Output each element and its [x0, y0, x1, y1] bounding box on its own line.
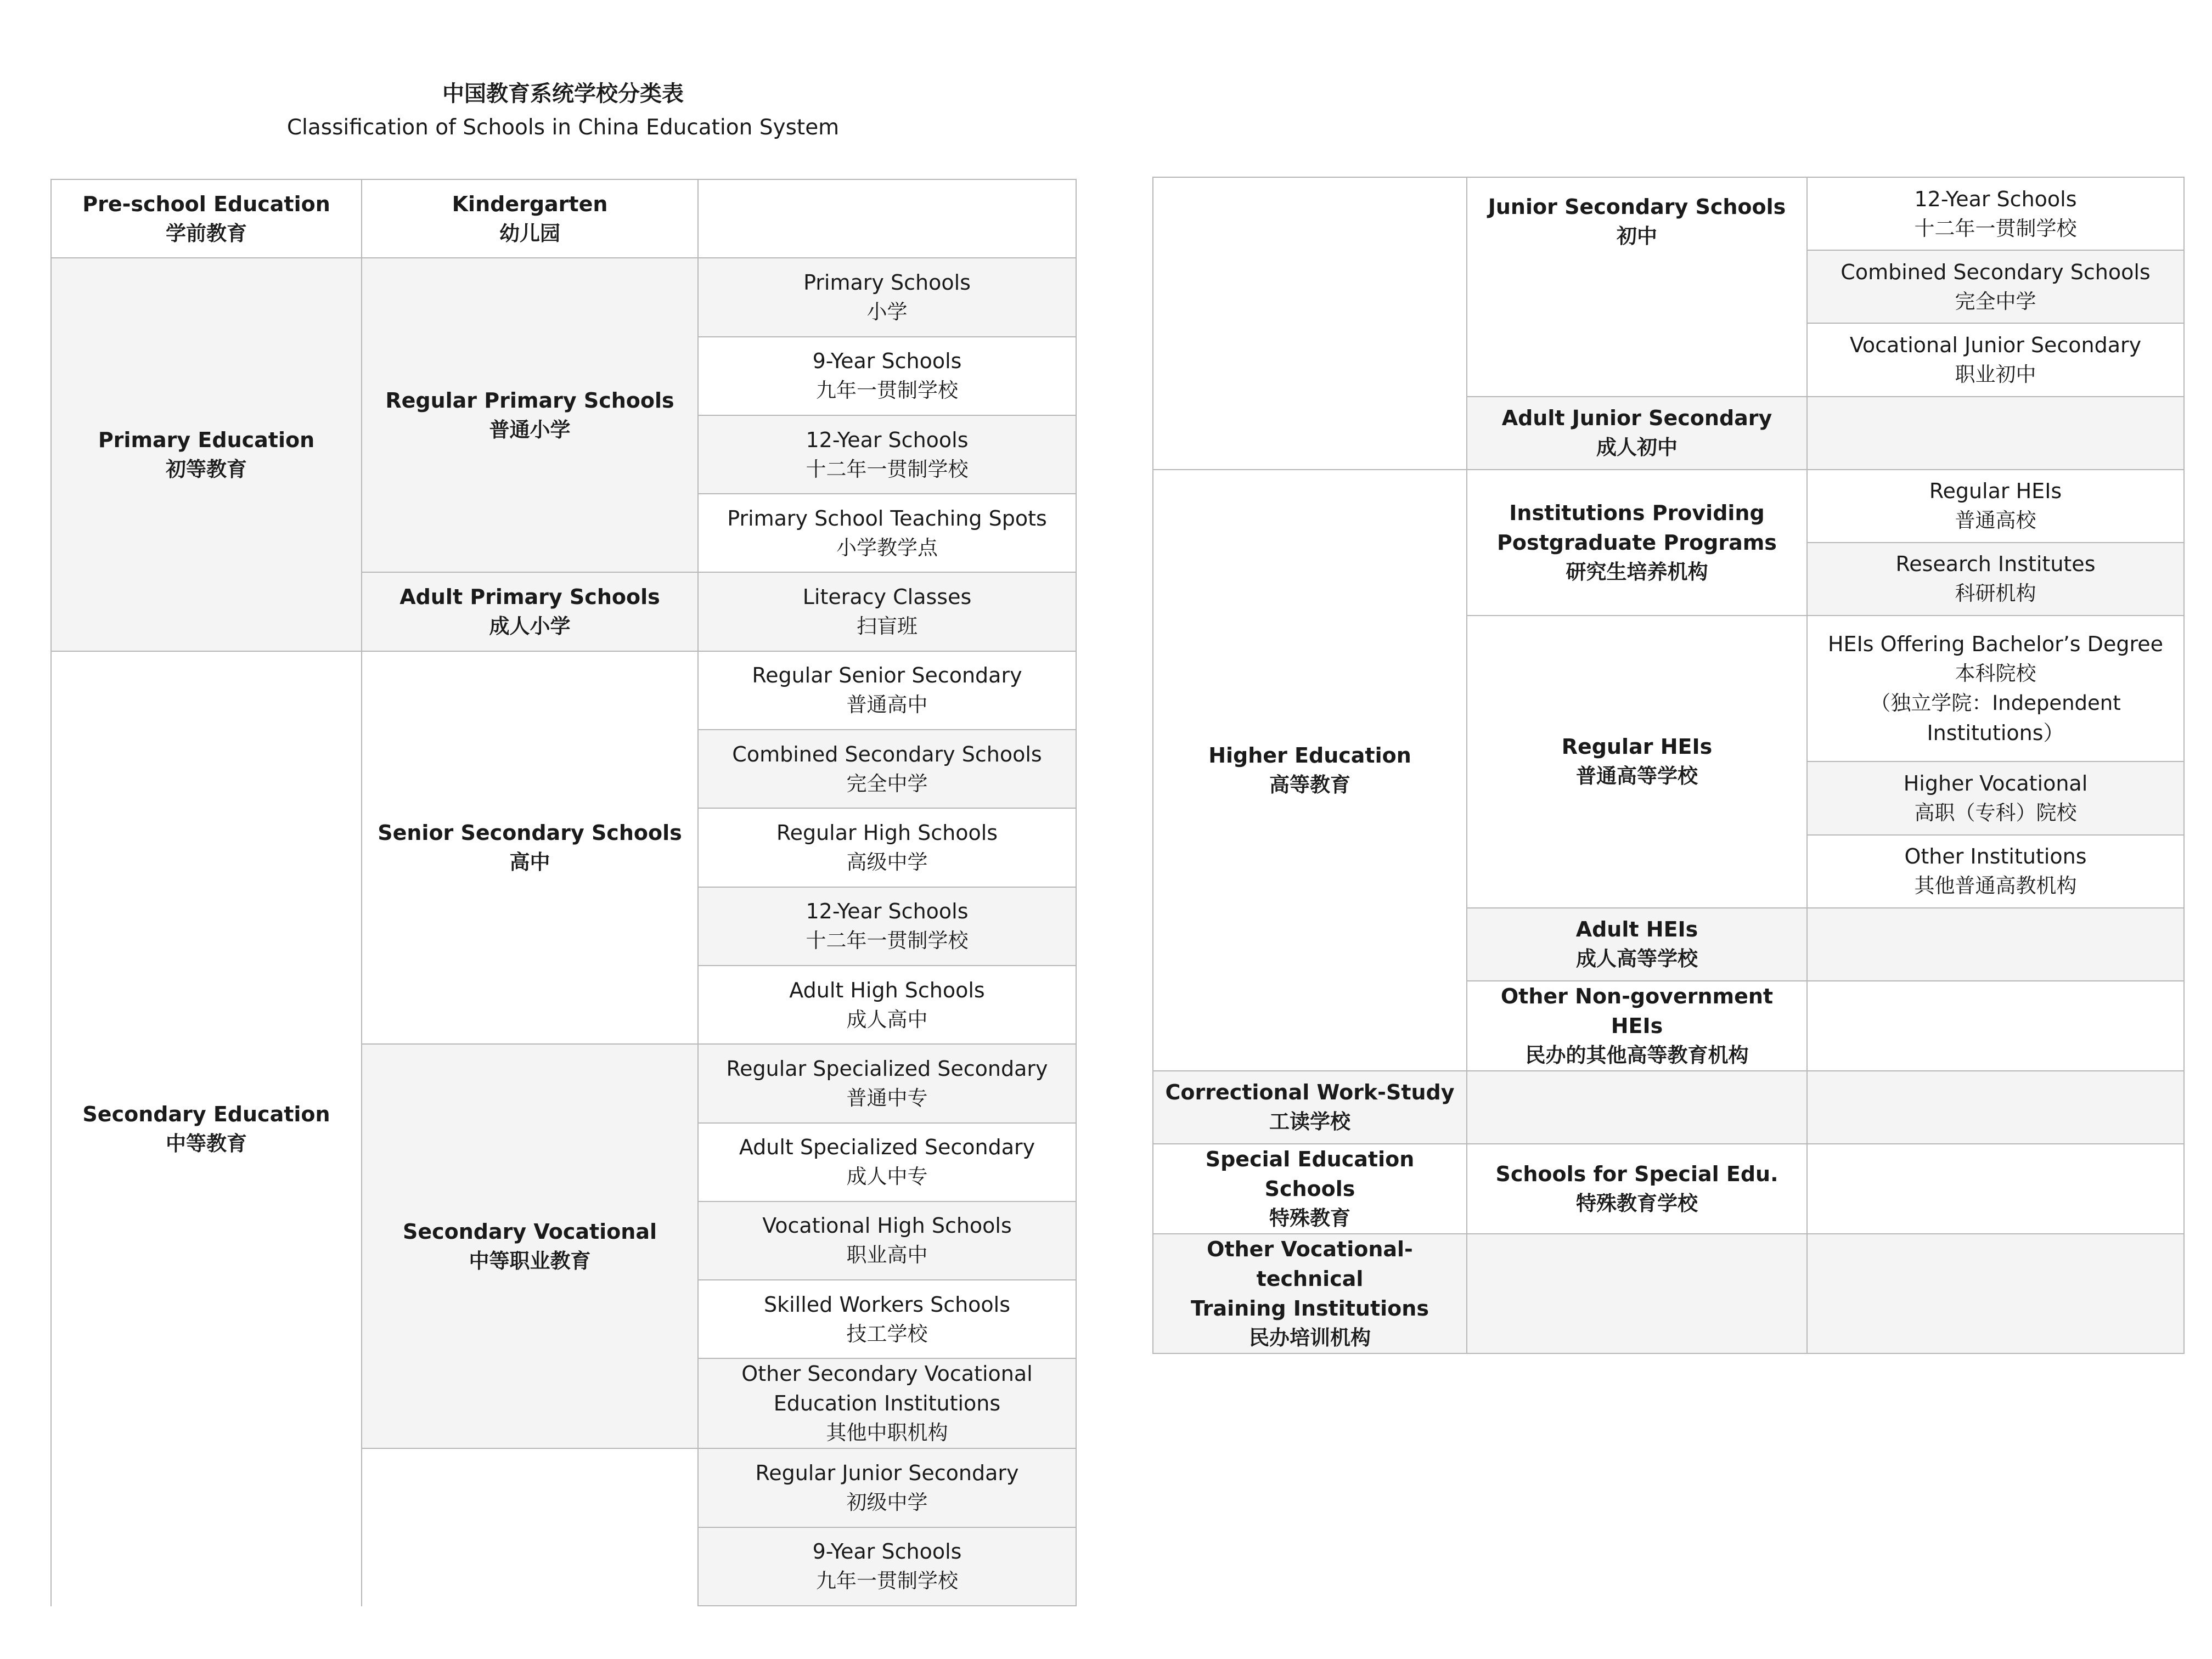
cell-adult-heis: Adult HEIs 成人高等学校: [1467, 909, 1808, 981]
cell-primary-education: Primary Education 初等教育: [52, 258, 362, 651]
cell-regular-heis: Regular HEIs 普通高校: [1808, 470, 2185, 543]
cell-empty: [1808, 909, 2185, 981]
cell-vocational-junior-secondary: Vocational Junior Secondary 职业初中: [1808, 324, 2185, 397]
cell-secondary-education: Secondary Education 中等教育: [52, 652, 362, 1606]
cell-regular-high-schools: Regular High Schools 高级中学: [699, 809, 1077, 887]
cell-adult-primary-schools: Adult Primary Schools 成人小学: [362, 573, 699, 651]
cell-adult-high-schools: Adult High Schools 成人高中: [699, 966, 1077, 1045]
cell-primary-teaching-spots: Primary School Teaching Spots 小学教学点: [699, 494, 1077, 573]
cell-combined-secondary-schools: Combined Secondary Schools 完全中学: [699, 730, 1077, 809]
cell-correctional-work-study: Correctional Work-Study 工读学校: [1153, 1071, 1467, 1144]
classification-table-right: [1152, 177, 2185, 1354]
title-english: Classification of Schools in China Education System: [286, 115, 840, 140]
cell-empty: [1808, 1071, 2185, 1144]
cell-empty: [1467, 1234, 1808, 1354]
cell-9-year-schools: 9-Year Schools 九年一贯制学校: [699, 337, 1077, 416]
cell-higher-education: Higher Education 高等教育: [1153, 470, 1467, 1071]
cell-preschool-education: Pre-school Education 学前教育: [52, 180, 362, 258]
cell-vocational-technical-training: Other Vocational-technical Training Institutions 民办培训机构: [1153, 1234, 1467, 1354]
cell-empty: [1808, 1234, 2185, 1354]
page-title: [50, 77, 1076, 145]
cell-research-institutes: Research Institutes 科研机构: [1808, 543, 2185, 616]
cell-regular-heis-group: Regular HEIs 普通高等学校: [1467, 616, 1808, 909]
cell-secondary-vocational: Secondary Vocational 中等职业教育: [362, 1045, 699, 1449]
cell-12-year-schools: 12-Year Schools 十二年一贯制学校: [1808, 178, 2185, 251]
cell-non-government-heis: Other Non-government HEIs 民办的其他高等教育机构: [1467, 981, 1808, 1071]
cell-regular-junior-secondary: Regular Junior Secondary 初级中学: [699, 1449, 1077, 1527]
cell-schools-for-special-edu: Schools for Special Edu. 特殊教育学校: [1467, 1144, 1808, 1234]
cell-literacy-classes: Literacy Classes 扫盲班: [699, 573, 1077, 651]
cell-senior-secondary-schools: Senior Secondary Schools 高中: [362, 652, 699, 1045]
cell-empty: [1153, 178, 1467, 470]
cell-junior-secondary-schools: Junior Secondary Schools 初中: [1467, 178, 1808, 397]
cell-empty: [1808, 397, 2185, 470]
cell-12-year-schools: 12-Year Schools 十二年一贯制学校: [699, 416, 1077, 494]
cell-12-year-schools: 12-Year Schools 十二年一贯制学校: [699, 888, 1077, 966]
cell-9-year-schools: 9-Year Schools 九年一贯制学校: [699, 1528, 1077, 1606]
cell-regular-primary-schools: Regular Primary Schools 普通小学: [362, 258, 699, 573]
cell-empty: [1467, 1071, 1808, 1144]
cell-adult-specialized-secondary: Adult Specialized Secondary 成人中专: [699, 1124, 1077, 1202]
cell-adult-junior-secondary: Adult Junior Secondary 成人初中: [1467, 397, 1808, 470]
cell-postgraduate-institutions: Institutions Providing Postgraduate Programs 研究生培养机构: [1467, 470, 1808, 616]
cell-primary-schools: Primary Schools 小学: [699, 258, 1077, 337]
cell-skilled-workers-schools: Skilled Workers Schools 技工学校: [699, 1280, 1077, 1359]
cell-other-institutions: Other Institutions 其他普通高教机构: [1808, 836, 2185, 909]
cell-kindergarten: Kindergarten 幼儿园: [362, 180, 699, 258]
cell-regular-specialized-secondary: Regular Specialized Secondary 普通中专: [699, 1045, 1077, 1123]
cell-empty: [362, 1449, 699, 1606]
cell-empty: [699, 180, 1077, 258]
cell-empty: [1808, 1144, 2185, 1234]
cell-empty: [1808, 981, 2185, 1071]
title-chinese: 中国教育系统学校分类表: [442, 81, 684, 106]
cell-vocational-high-schools: Vocational High Schools 职业高中: [699, 1202, 1077, 1280]
cell-regular-senior-secondary: Regular Senior Secondary 普通高中: [699, 652, 1077, 730]
cell-special-education-schools: Special Education Schools 特殊教育: [1153, 1144, 1467, 1234]
cell-combined-secondary-schools: Combined Secondary Schools 完全中学: [1808, 251, 2185, 324]
cell-higher-vocational: Higher Vocational 高职（专科）院校: [1808, 762, 2185, 835]
cell-bachelor-degree-heis: HEIs Offering Bachelor’s Degree 本科院校 （独立学院：Independent Institutions）: [1808, 616, 2185, 762]
cell-other-secondary-vocational: Other Secondary Vocational Education Institutions 其他中职机构: [699, 1359, 1077, 1449]
classification-table-left: [50, 179, 1077, 1606]
